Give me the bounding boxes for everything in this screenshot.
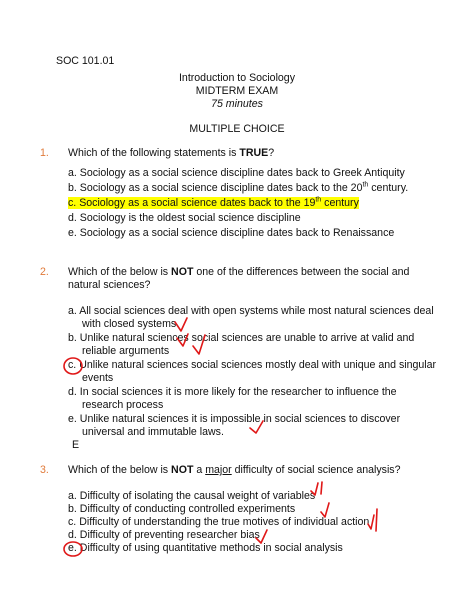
q2-option-c: c. Unlike natural sciences social sciences mostly deal with unique and singular: [68, 359, 437, 371]
question-1-text: Which of the following statements is TRUE?: [68, 147, 275, 159]
question-2-text-line2: natural sciences?: [68, 279, 151, 291]
q2-option-e-cont: universal and immutable laws.: [82, 426, 224, 438]
exam-duration: 75 minutes: [211, 98, 263, 110]
question-1-number: 1.: [40, 147, 49, 159]
q3-option-a: a. Difficulty of isolating the causal weight of variables: [68, 490, 316, 502]
q1-option-a: a. Sociology as a social science discipline dates back to Greek Antiquity: [68, 167, 405, 179]
q1-option-c-highlight: c. Sociology as a social science dates back to the 19th century: [68, 196, 359, 209]
section-heading: MULTIPLE CHOICE: [189, 123, 285, 135]
exam-subtitle: MIDTERM EXAM: [195, 85, 279, 97]
exam-title: Introduction to Sociology: [178, 72, 295, 84]
checkmark-q2a: [175, 318, 187, 331]
q2-option-b-cont: reliable arguments: [82, 345, 170, 357]
q1-option-e: e. Sociology as a social science discipline dates back to Renaissance: [68, 227, 395, 239]
q2-option-e: e. Unlike natural sciences it is impossible in social sciences to discover: [68, 413, 401, 425]
q2-option-b: b. Unlike natural sciences social sciences are unable to arrive at valid and: [68, 332, 415, 344]
q3-option-c: c. Difficulty of understanding the true motives of individual action: [68, 516, 370, 528]
question-2-number: 2.: [40, 266, 49, 278]
q2-written-answer: E: [72, 439, 80, 451]
q3-option-d: d. Difficulty of preventing researcher bias: [68, 529, 260, 541]
q2-option-a-cont: with closed systems: [82, 318, 177, 330]
question-3-text: Which of the below is NOT a major difficulty of social science analysis?: [68, 464, 401, 476]
question-2-text-line1: Which of the below is NOT one of the differences between the social and: [68, 266, 410, 278]
q1-option-c: [68, 197, 359, 210]
checkmark-q3b: [321, 503, 329, 517]
q3-option-b: b. Difficulty of conducting controlled experiments: [68, 503, 296, 515]
course-code: SOC 101.01: [56, 55, 115, 67]
q3-option-e: e. Difficulty of using quantitative methods in social analysis: [68, 542, 343, 554]
checkmark-q3c-2: [376, 509, 377, 531]
q2-option-d: d. In social sciences it is more likely for the researcher to influence the: [68, 386, 397, 398]
q1-option-b: b. Sociology as a social science discipline dates back to the 20th century.: [68, 181, 409, 194]
q2-option-a: a. All social sciences deal with open systems while most natural sciences deal: [68, 305, 434, 317]
q1-option-d: d. Sociology is the oldest social science discipline: [68, 212, 301, 224]
checkmark-q3a-2: [321, 482, 322, 494]
q2-option-d-cont: research process: [82, 399, 164, 411]
question-3-number: 3.: [40, 464, 49, 476]
q2-option-c-cont: events: [82, 372, 114, 384]
